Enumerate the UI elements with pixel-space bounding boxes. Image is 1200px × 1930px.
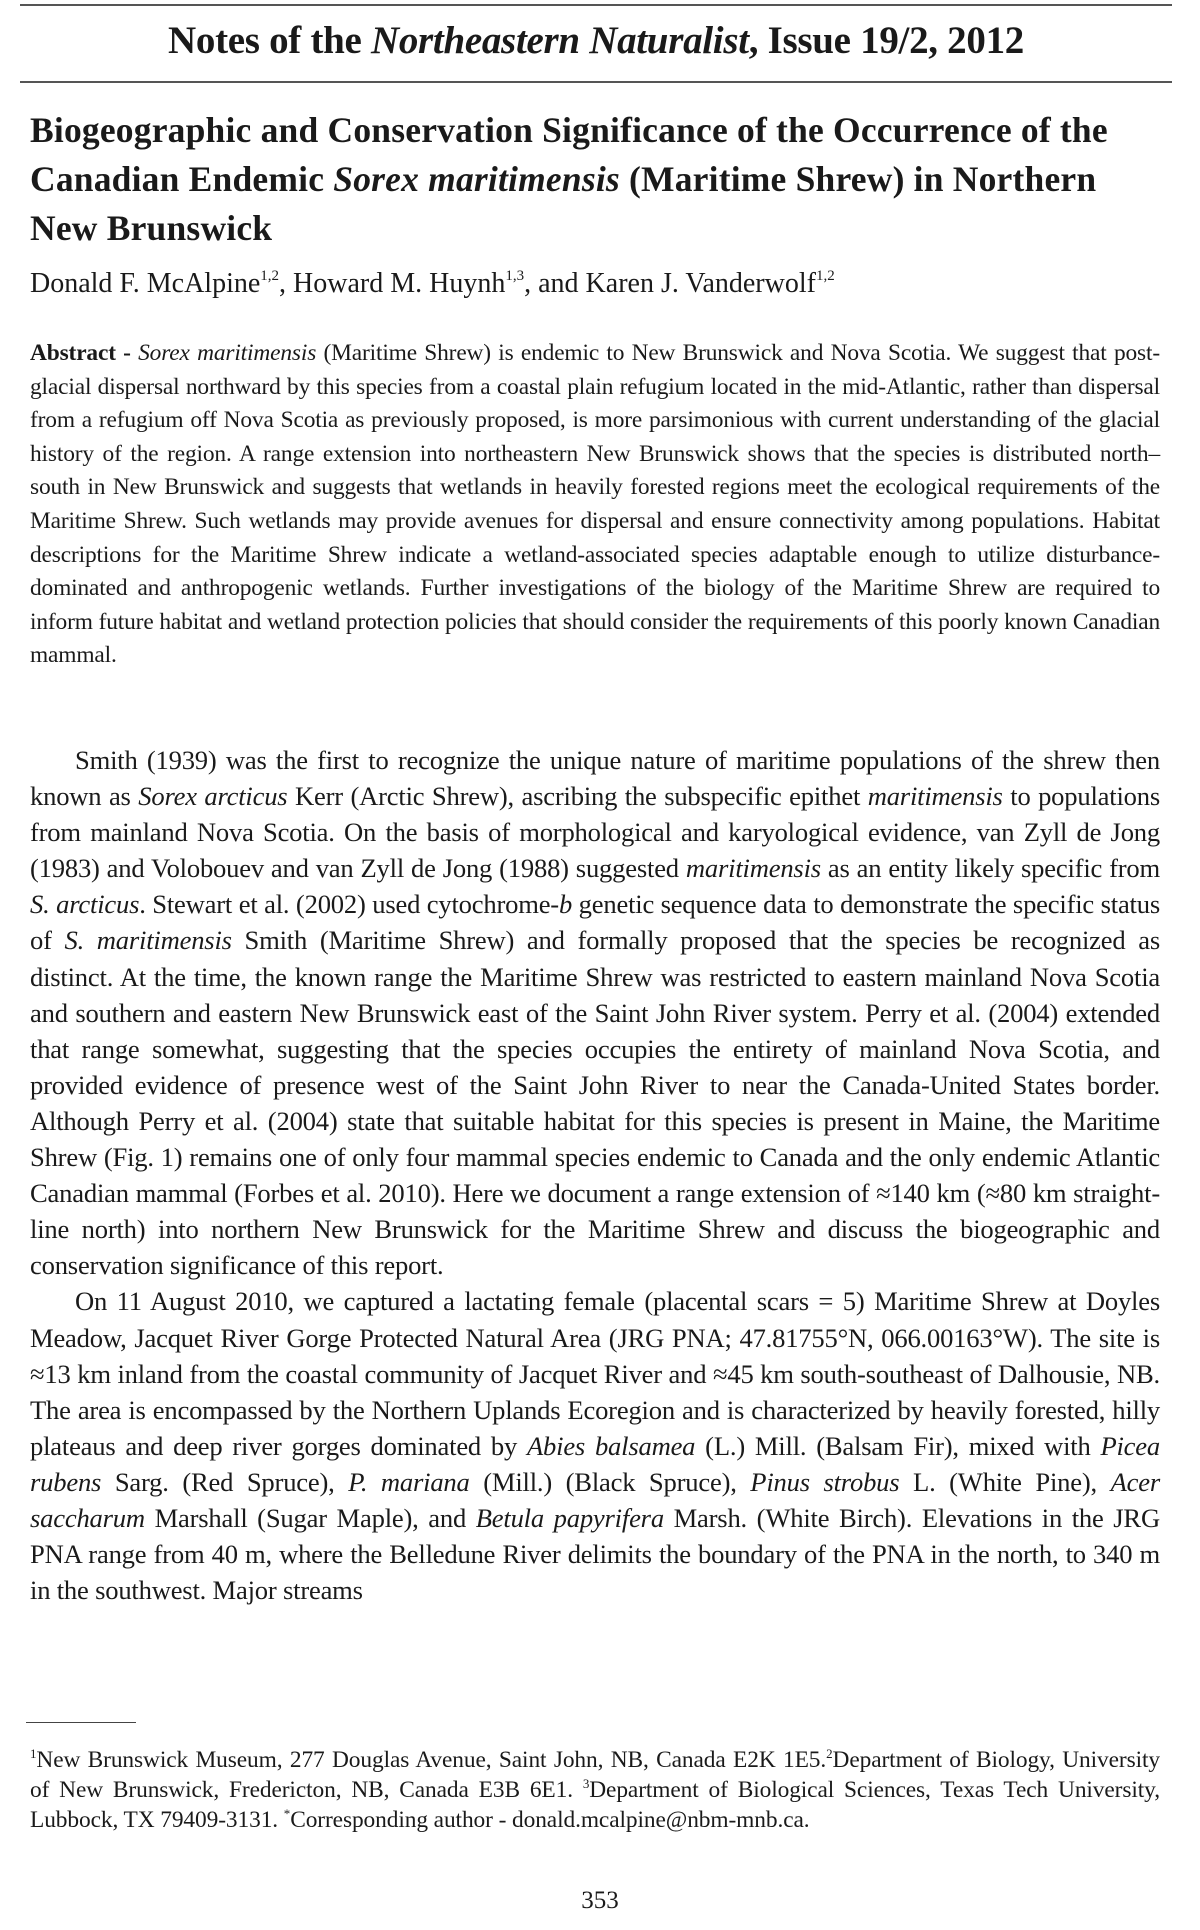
paragraph-text: Kerr (Arctic Shrew), ascribing the subspecific epithet (287, 781, 868, 812)
top-rule (20, 4, 1172, 6)
species-name: Pinus strobus (750, 1466, 900, 1497)
species-name: maritimensis (867, 781, 1003, 812)
author-name: Donald F. McAlpine (30, 268, 261, 299)
body-text (30, 742, 1160, 1608)
abstract-text: (Maritime Shrew) is endemic to New Brunswick and Nova Scotia. We suggest that post-glacial dispersal northward by this species from a coastal plain refugium located in the mid-Atlantic, rather than dispersal from a refugium off Nova Scotia as previously proposed, is more parsimonious with current understanding of the glacial history of the region. A range extension into northeastern New Brunswick shows that the species is distributed north–south in New Brunswick and suggests that wetlands in heavily forested regions meet the ecological requirements of the Maritime Shrew. Such wetlands may provide avenues for dispersal and ensure connectivity among populations. Habitat descriptions for the Maritime Shrew indicate a wetland-associated species adaptable enough to utilize disturbance-dominated and anthropogenic wetlands. Further investigations of the biology of the Maritime Shrew are required to inform future habitat and wetland protection policies that should consider the requirements of this poorly known Canadian mammal. (30, 340, 1160, 669)
running-head (20, 16, 1172, 66)
species-name: Betula papyrifera (475, 1502, 664, 1533)
footnote-text: New Brunswick Museum, 277 Douglas Avenue, Saint John, NB, Canada E2K 1E5. (36, 1747, 827, 1773)
title-text-end: (Maritime Shrew) in Northern New Brunswick (30, 159, 1097, 248)
footnote-mark: * (283, 1806, 291, 1821)
header-rule (20, 81, 1172, 83)
paragraph-text: On 11 August 2010, we captured a lactating female (placental scars = 5) Maritime Shrew at Doyles Meadow, Jacquet River Gorge Protected Natural Area (JRG PNA; 47.81755°N, 066.00163°W). The site is ≈13 km inland from the coastal community of Jacquet River and ≈45 km south-southeast of Dalhousie, NB. The area is encompassed by the Northern Uplands Ecoregion and is characterized by heavily forested, hilly plateaus and deep river gorges dominated by (30, 1286, 1160, 1461)
footnote-text: Department of Biology, University of New Brunswick, Fredericton, NB, Canada E3B 6E1. (30, 1747, 1160, 1803)
title-text: Biogeographic and Conservation Significance of the Occurrence of the Canadian Endemic (30, 110, 1108, 199)
species-name: S. arcticus (30, 889, 140, 920)
paragraph-text: to populations from mainland Nova Scotia. On the basis of morphological and karyological evidence, van Zyll de Jong (1983) and Volobouev and van Zyll de Jong (1988) suggested (30, 781, 1160, 884)
paragraph-text: as an entity likely specific from (820, 853, 1160, 884)
species-name: Abies balsamea (526, 1430, 696, 1461)
author-affiliation-mark: 1,2 (260, 268, 280, 284)
species-name: Sorex arcticus (138, 781, 288, 812)
journal-name: Northeastern Naturalist (370, 19, 749, 62)
footnote-text: Department of Biological Sciences, Texas Tech University, Lubbock, TX 79409-3131. (30, 1777, 1160, 1833)
author (293, 268, 524, 299)
author-name: Howard M. Huynh (293, 268, 506, 299)
abstract-label: Abstract - (30, 340, 139, 366)
footnote-mark: 1 (30, 1746, 37, 1761)
paragraph-text: Sarg. (Red Spruce), (101, 1466, 349, 1497)
paragraph-text: . Stewart et al. (2002) used cytochrome- (139, 889, 559, 920)
author-affiliation-mark: 1,3 (505, 268, 525, 284)
body-paragraph (30, 742, 1160, 1283)
paragraph-text: Smith (Maritime Shrew) and formally proposed that the species be recognized as distinct. At the time, the known range the Maritime Shrew was restricted to eastern mainland Nova Scotia and southern and eastern New Brunswick east of the Saint John River system. Perry et al. (2004) extended that range somewhat, suggesting that the species occupies the entirety of mainland Nova Scotia, and provided evidence of presence west of the Saint John River to near the Canada-United States border. Although Perry et al. (2004) state that suitable habitat for this species is present in Maine, the Maritime Shrew (Fig. 1) remains one of only four mammal species endemic to Canada and the only endemic Atlantic Canadian mammal (Forbes et al. 2010). Here we document a range extension of ≈140 km (≈80 km straight-line north) into northern New Brunswick for the Maritime Shrew and discuss the biogeographic and conservation significance of this report. (30, 925, 1160, 1281)
author-separator: , (279, 268, 294, 299)
footnote-mark: 2 (826, 1746, 833, 1761)
author (30, 268, 279, 299)
species-name: Acer saccharum (30, 1466, 1160, 1533)
author (586, 268, 835, 299)
running-head-suffix: , Issue 19/2, 2012 (748, 19, 1024, 62)
author-separator: , and (524, 268, 586, 299)
footnotes (30, 1745, 1160, 1835)
footnote-text: Corresponding author - donald.mcalpine@nbm-mnb.ca. (290, 1807, 810, 1833)
paragraph-text: (Mill.) (Black Spruce), (469, 1466, 751, 1497)
paragraph-text: L. (White Pine), (899, 1466, 1111, 1497)
running-head-prefix: Notes of the (168, 19, 371, 62)
footnote-rule (26, 1722, 136, 1723)
abstract (30, 337, 1160, 673)
species-name: S. maritimensis (64, 925, 232, 956)
species-name: P. mariana (348, 1466, 470, 1497)
body-paragraph (30, 1283, 1160, 1608)
paragraph-text: Smith (1939) was the first to recognize the unique nature of maritime populations of the shrew then known as (30, 745, 1160, 812)
species-name: Picea rubens (30, 1430, 1160, 1497)
article-title (30, 106, 1170, 253)
page-number: 353 (581, 1887, 619, 1914)
abstract-species: Sorex maritimensis (138, 340, 317, 366)
title-species: Sorex maritimensis (333, 159, 620, 199)
species-name: maritimensis (685, 853, 821, 884)
author-list (30, 266, 1160, 302)
paragraph-text: Marshall (Sugar Maple), and (144, 1502, 476, 1533)
paragraph-text: genetic sequence data to demonstrate the specific status of (30, 889, 1160, 956)
author-affiliation-mark: 1,2 (815, 268, 835, 284)
paragraph-text: (L.) Mill. (Balsam Fir), mixed with (695, 1430, 1101, 1461)
species-name: b (558, 889, 573, 920)
footnote-mark: 3 (582, 1776, 590, 1791)
paragraph-text: Marsh. (White Birch). Elevations in the JRG PNA range from 40 m, where the Belledune River delimits the boundary of the PNA in the north, to 340 m in the southwest. Major streams (30, 1502, 1160, 1606)
author-name: Karen J. Vanderwolf (585, 268, 816, 299)
